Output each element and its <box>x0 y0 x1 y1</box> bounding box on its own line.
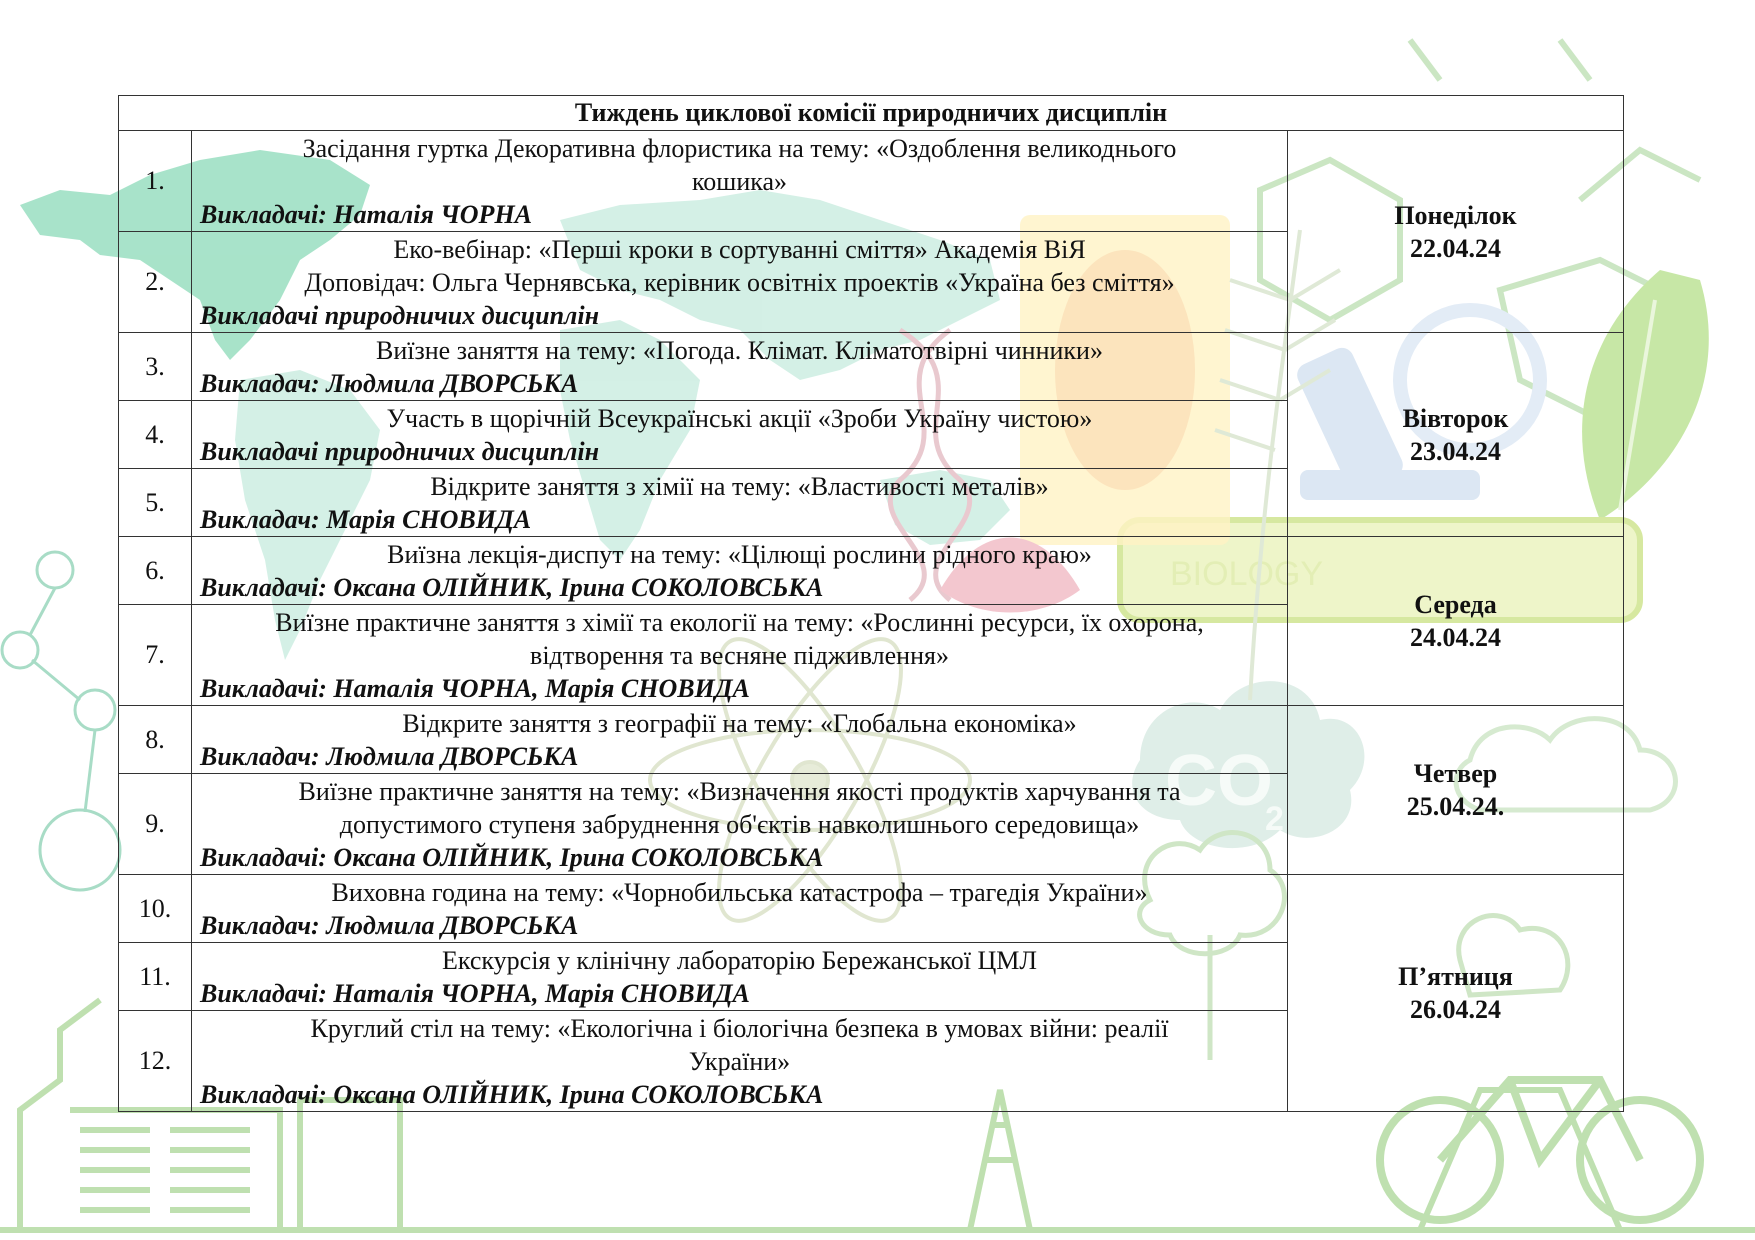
table-row <box>119 131 1624 232</box>
event-cell <box>192 537 1288 605</box>
event-line: Круглий стіл на тему: «Екологічна і біологічна безпека в умовах війни: реалії <box>310 1013 1169 1043</box>
event-number: 8. <box>119 706 192 774</box>
event-line: відтворення та весняне підживлення» <box>530 640 949 670</box>
event-line: України» <box>688 1046 791 1076</box>
day-cell <box>1288 131 1624 333</box>
event-line: Екскурсія у клінічну лабораторію Бережанської ЦМЛ <box>441 945 1038 975</box>
event-number: 11. <box>119 943 192 1011</box>
day-date: 24.04.24 <box>1410 623 1501 652</box>
event-line: Відкрите заняття з географії на тему: «Глобальна економіка» <box>402 708 1077 738</box>
event-people: Викладачі природничих дисциплін <box>200 436 600 466</box>
event-cell <box>192 875 1288 943</box>
day-name: Середа <box>1414 590 1497 619</box>
day-cell <box>1288 875 1624 1112</box>
event-line: Засідання гуртка Декоративна флористика на тему: «Оздоблення великоднього <box>302 133 1177 163</box>
event-line: Виїзне практичне заняття на тему: «Визначення якості продуктів харчування та <box>298 776 1181 806</box>
event-people: Викладачі: Оксана ОЛІЙНИК, Ірина СОКОЛОВСЬКА <box>200 572 824 602</box>
day-date: 25.04.24. <box>1406 792 1505 821</box>
event-people: Викладачі: Оксана ОЛІЙНИК, Ірина СОКОЛОВСЬКА <box>200 842 824 872</box>
day-cell <box>1288 333 1624 537</box>
event-cell <box>192 1011 1288 1112</box>
event-line: Участь в щорічній Всеукраїнські акції «Зроби Україну чистою» <box>386 403 1093 433</box>
event-cell <box>192 232 1288 333</box>
day-name: Понеділок <box>1394 200 1517 230</box>
event-number: 3. <box>119 333 192 401</box>
event-line: Виїзне заняття на тему: «Погода. Клімат. Кліматотвірні чинники» <box>376 335 1103 365</box>
event-people: Викладач: Марія СНОВИДА <box>200 504 532 534</box>
event-number: 9. <box>119 774 192 875</box>
table-row <box>119 537 1624 605</box>
event-people: Викладачі: Наталія ЧОРНА <box>200 199 533 229</box>
day-date: 23.04.24 <box>1410 436 1501 466</box>
event-number: 7. <box>119 605 192 706</box>
event-cell <box>192 774 1288 875</box>
event-people: Викладачі: Наталія ЧОРНА, Марія СНОВИДА <box>200 978 750 1008</box>
table-title: Тиждень циклової комісії природничих дисциплін <box>119 96 1624 131</box>
table-row <box>119 875 1624 943</box>
event-cell <box>192 605 1288 706</box>
event-cell <box>192 943 1288 1011</box>
event-cell <box>192 401 1288 469</box>
event-line: Виховна година на тему: «Чорнобильська катастрофа – трагедія України» <box>331 877 1148 907</box>
event-people: Викладачі: Оксана ОЛІЙНИК, Ірина СОКОЛОВСЬКА <box>200 1079 824 1109</box>
event-number: 10. <box>119 875 192 943</box>
biology-label: BIOLOGY <box>1170 555 1324 593</box>
event-number: 6. <box>119 537 192 605</box>
day-cell <box>1288 706 1624 875</box>
event-number: 4. <box>119 401 192 469</box>
day-name: Вівторок <box>1402 403 1509 433</box>
schedule-table <box>118 95 1624 1112</box>
event-line: кошика» <box>691 166 788 196</box>
day-name: Четвер <box>1413 759 1498 788</box>
event-line: допустимого ступеня забруднення об'єктів навколишнього середовища» <box>339 809 1140 839</box>
event-number: 2. <box>119 232 192 333</box>
event-people: Викладач: Людмила ДВОРСЬКА <box>200 368 579 398</box>
day-date: 22.04.24 <box>1410 233 1501 263</box>
event-cell <box>192 469 1288 537</box>
day-name: П’ятниця <box>1398 962 1513 991</box>
event-people: Викладач: Людмила ДВОРСЬКА <box>200 910 579 940</box>
table-row <box>119 706 1624 774</box>
event-line: Виїзна лекція-диспут на тему: «Цілющі рослини рідного краю» <box>387 539 1092 569</box>
co2-subscript: 2 <box>1265 800 1284 838</box>
day-date: 26.04.24 <box>1410 995 1501 1024</box>
event-line: Відкрите заняття з хімії на тему: «Властивості металів» <box>430 471 1049 501</box>
event-number: 12. <box>119 1011 192 1112</box>
event-number: 1. <box>119 131 192 232</box>
table-row <box>119 333 1624 401</box>
day-cell <box>1288 537 1624 706</box>
event-number: 5. <box>119 469 192 537</box>
event-line: Виїзне практичне заняття з хімії та екології на тему: «Рослинні ресурси, їх охорона, <box>275 607 1204 637</box>
event-line: Еко-вебінар: «Перші кроки в сортуванні сміття» Академія ВіЯ <box>393 234 1086 264</box>
event-cell <box>192 131 1288 232</box>
event-cell <box>192 706 1288 774</box>
event-line: Доповідач: Ольга Чернявська, керівник освітніх проектів «Україна без сміття» <box>304 267 1175 297</box>
event-people: Викладачі: Наталія ЧОРНА, Марія СНОВИДА <box>200 673 750 703</box>
event-cell <box>192 333 1288 401</box>
event-people: Викладач: Людмила ДВОРСЬКА <box>200 741 579 771</box>
event-people: Викладачі природничих дисциплін <box>200 300 600 330</box>
co2-label: CO <box>1165 741 1273 821</box>
